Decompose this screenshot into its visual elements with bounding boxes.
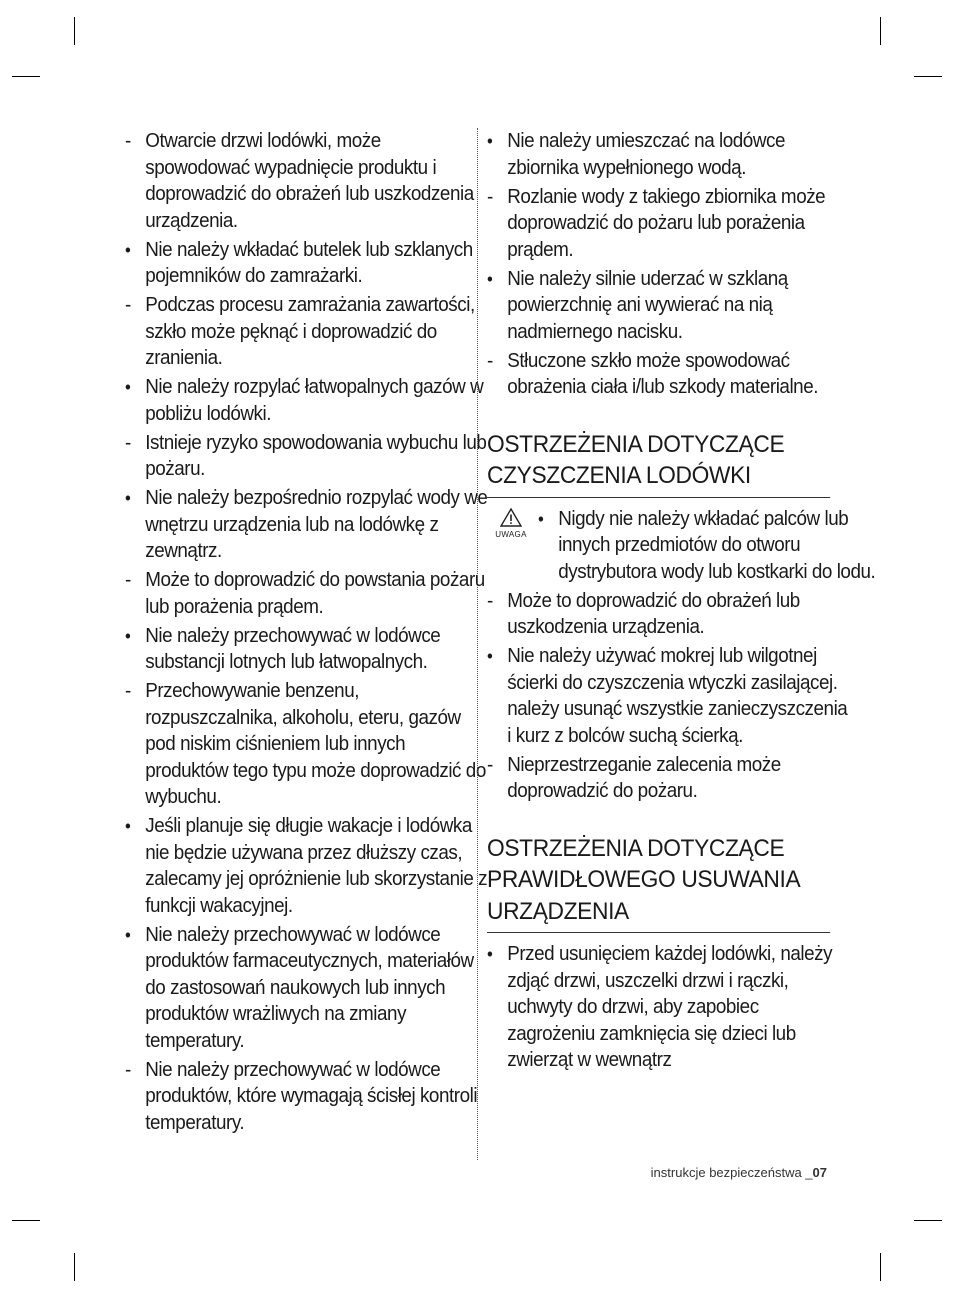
list-item-text: Nie należy umieszczać na lodówce zbiornika wypełnionego wodą. [507,129,785,179]
list-item-text: Przed usunięciem każdej lodówki, należy zdjąć drzwi, uszczelki drzwi i rączki, uchwyty do drzwi, aby zapobiec zagrożeniu zamknięcia się dzieci lub zwierząt w wewnątrz [507,942,833,1071]
list-item-text: Nie należy rozpylać łatwopalnych gazów w pobliżu lodówki. [145,375,484,425]
dash-marker: - [487,348,493,372]
list-item [487,643,848,749]
list-item-text: Nie należy przechowywać w lodówce substancji lotnych lub łatwopalnych. [145,623,441,673]
list-item [487,184,848,264]
list-item [125,623,488,676]
list-item-text: Jeśli planuje się długie wakacje i lodówka nie będzie używana przez dłuższy czas, zalecamy jej opróżnienie lub skorzystanie z funkcji wakacyjnej. [145,814,488,917]
list-item-text: Nie należy używać mokrej lub wilgotnej ścierki do czyszczenia wtyczki zasilającej. należy usunąć wszystkie zanieczyszczenia i kurz z bolców suchą ścierką. [507,644,848,747]
dash-marker: - [125,1057,131,1081]
list-item [125,1057,488,1137]
list-item-text: Nieprzestrzeganie zalecenia może doprowadzić do pożaru. [507,752,781,802]
left-column [125,128,488,1139]
bullet-marker: • [125,377,131,397]
bullet-marker: • [538,508,544,529]
bullet-marker: • [125,488,131,508]
list-item [125,678,488,811]
bullet-marker: • [125,924,131,945]
list-item [487,941,848,1074]
page-number: 07 [812,1165,827,1180]
dash-marker: - [125,430,131,454]
list-item-text: Nie należy przechowywać w lodówce produktów farmaceutycznych, materiałów do zastosowań naukowych lub innych produktów wrażliwych na zmiany temperatury. [145,922,474,1052]
right-column [487,128,876,1076]
column-divider [477,128,478,1160]
dash-marker: - [125,679,131,702]
crop-mark [12,1220,40,1221]
dash-marker: - [125,129,131,152]
crop-mark [880,17,881,45]
list-item [125,292,488,372]
disposal-heading: OSTRZEŻENIA DOTYCZĄCE PRAWIDŁOWEGO USUWANIA URZĄDZENIA [487,833,830,934]
list-item-text: Nie należy wkładać butelek lub szklanych pojemników do zamrażarki. [145,237,473,287]
list-item [487,128,848,181]
list-item [125,485,488,565]
crop-mark [914,76,942,77]
crop-mark [74,17,75,45]
list-item-text: Nigdy nie należy wkładać palców lub innych przedmiotów do otworu dystrybutora wody lub kostkarki do lodu. [558,506,876,583]
list-item [487,588,848,641]
list-item-text: Nie należy bezpośrednio rozpylać wody we wnętrzu urządzenia lub na lodówkę z zewnątrz. [145,486,488,562]
bullet-marker: • [487,944,493,964]
list-item-text: Stłuczone szkło może spowodować obrażenia ciała i/lub szkody materialne. [507,348,819,398]
list-item [125,567,488,620]
warning-label: UWAGA [495,529,527,539]
dash-marker: - [125,568,131,591]
disposal-list [487,941,833,1074]
list-item-text: Rozlanie wody z takiego zbiornika może doprowadzić do pożaru lub porażenia prądem. [507,184,826,261]
list-item [125,922,488,1055]
list-item [125,813,488,919]
bullet-marker: • [125,625,131,646]
crop-mark [74,1253,75,1281]
dash-marker: - [487,752,493,776]
list-item-text: Może to doprowadzić do powstania pożaru lub porażenia prądem. [145,568,485,618]
crop-mark [914,1220,942,1221]
right-top-list [487,128,830,401]
dash-marker: - [125,293,131,316]
page-footer [651,1165,827,1180]
list-item [487,266,848,346]
list-item [125,430,488,483]
bullet-marker: • [487,646,493,666]
dash-marker: - [487,184,493,208]
crop-mark [880,1253,881,1281]
footer-text: instrukcje bezpieczeństwa _ [650,1165,813,1180]
cleaning-list [487,588,848,805]
warning-triangle-icon [500,508,522,527]
cleaning-heading: OSTRZEŻENIA DOTYCZĄCE CZYSZCZENIA LODÓWKI [487,429,830,498]
list-item [125,128,488,234]
bullet-marker: • [125,816,131,836]
bullet-marker: • [487,131,493,151]
list-item-text: Otwarcie drzwi lodówki, może spowodować wypadnięcie produktu i doprowadzić do obrażeń lub uszkodzenia urządzenia. [145,129,474,232]
list-item [125,237,488,290]
list-item [487,752,848,805]
dash-marker: - [487,588,493,612]
warning-icon [491,508,531,539]
list-item-text: Może to doprowadzić do obrażeń lub uszkodzenia urządzenia. [507,588,800,638]
warning-row [487,506,876,586]
crop-mark [12,76,40,77]
warning-list-item [538,506,899,586]
list-item-text: Przechowywanie benzenu, rozpuszczalnika, alkoholu, eteru, gazów pod niskim ciśnieniem lub innych produktów tego typu może doprowadzić do wybuchu. [145,679,486,808]
list-item-text: Nie należy przechowywać w lodówce produktów, które wymagają ścisłej kontroli temperatury. [145,1057,478,1134]
list-item [487,348,848,401]
list-item-text: Istnieje ryzyko spowodowania wybuchu lub pożaru. [145,430,487,480]
list-item-text: Nie należy silnie uderzać w szklaną powierzchnię ani wywierać na nią nadmiernego nacisku. [507,266,788,343]
bullet-marker: • [125,239,131,260]
bullet-marker: • [487,268,493,289]
list-item [125,374,488,427]
list-item-text: Podczas procesu zamrażania zawartości, szkło może pęknąć i doprowadzić do zranienia. [145,293,475,369]
